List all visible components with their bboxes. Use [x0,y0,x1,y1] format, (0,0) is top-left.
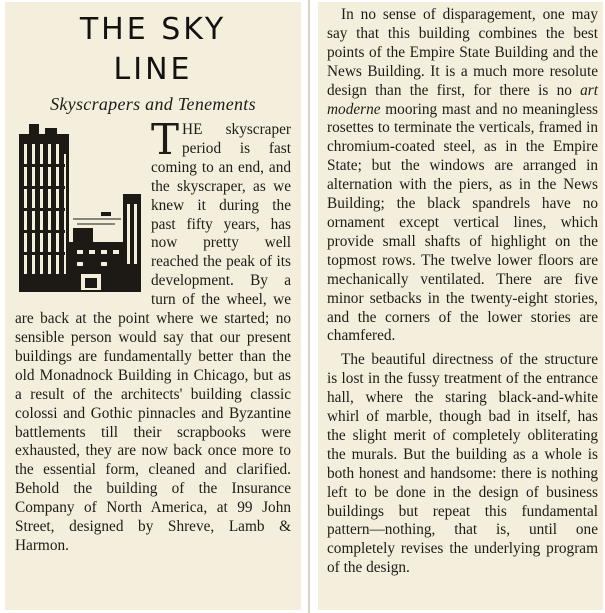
column-divider [308,0,310,613]
right-column [318,2,603,610]
article-subtitle: Skyscrapers and Tenements [50,94,256,114]
article-title-line2: LINE [113,52,193,87]
paragraph-1-part-a: In no sense of disparagement, one may say that this building combines the best points of the Empire State Building and the News Building. It is a much more resolute design than the first, for there is no [327,6,598,99]
drop-cap: T [151,115,180,164]
left-column [5,2,301,610]
article-title-line1: THE SKY [79,12,227,47]
left-column-text: HE skyscraper period is fast coming to an end, and the skyscraper, as we knew it during the past fifty years, has now pretty well reached the peak of its development. By a turn of the wheel, we are back at the point where we started; no sensible person would say that our present buildings are fundamentally better than the old Monadnock Building in Chicago, but as a result of the architects' building classic colossi and Gothic pinnacles and Byzantine battlements till their scrapbooks were exhausted, they are now back once more to the essential form, cleaned and clarified. Behold the building of the Insurance Company of North America, at 99 John Street, designed by Shreve, Lamb & Harmon. [15,121,291,554]
art-moderne-term: art moderne [327,81,598,118]
paragraph-2: The beautiful directness of the structure is lost in the fussy treatment of the entrance hall, where the staring black-and-white whirl of marble, though bad in itself, has the slight merit of completely obliterating the murals. But the building as a whole is both honest and handsome: there is nothing left to be done in the design of business buildings but repeat this fundamental pattern—nothing, that is, until one completely revises the underlying program of the design. [327,351,598,577]
paragraph-1-part-b: mooring mast and no meaningless rosettes to terminate the verticals, framed in chromium-coated steel, as in the Empire State; but the windows are arranged in alternation with the piers, as in the News Building; the black spandrels have no ornament except vertical lines, which provide small shafts of highlight on the topmost rows. The twelve lower floors are mechanically ventilated. There are five minor setbacks in the twenty-eight stories, and the corners of the lower stories are chamfered. [327,100,598,345]
paragraph-1 [327,6,598,346]
skyscraper-illustration [15,124,143,294]
